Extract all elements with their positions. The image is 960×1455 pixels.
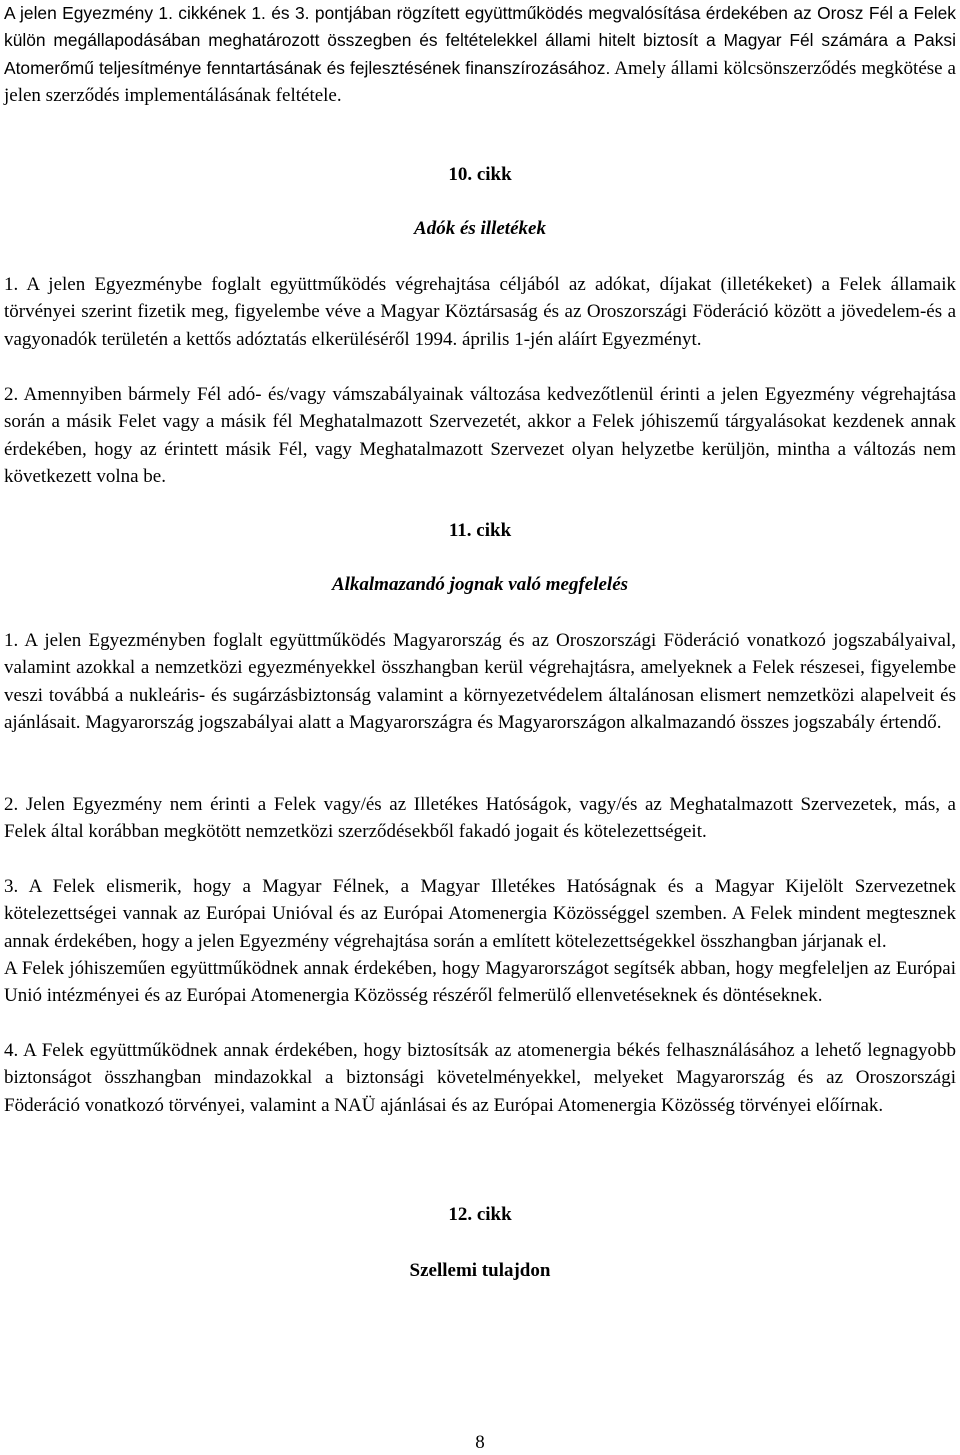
article-11-title: Alkalmazandó jognak való megfelelés bbox=[331, 574, 629, 595]
article-11-number: 11. cikk bbox=[448, 520, 512, 541]
article-11-paragraph-5: 4. A Felek együttműködnek annak érdekében, hogy biztosítsák az atomenergia békés felhasználásához a lehető legnagyobb biztonságot összhangban mindazokkal a biztonsági követelményekkel, melyeket Magyarország és az Oroszországi Föderáció vonatkozó törvényei, valamint a NAÜ ajánlásai és az Európai Atomenergia Közösség törvényei előírnak. bbox=[4, 1040, 956, 1116]
intro-text-part1: A jelen Egyezmény 1. cikkének 1. és 3. pontjában rögzített együttműködés megvalósítása érdekében az Orosz Fél a Felek külön megállapodásában meghatározott összegben és feltételekkel állami hitelt biztosít a Magyar Fél számára a Paksi Atomerőmű teljesítménye fenntartásának és fejlesztésének finanszírozásához. bbox=[4, 3, 956, 78]
article-11-paragraph-4: A Felek jóhiszeműen együttműködnek annak érdekében, hogy Magyarországot segítsék abban, hogy megfeleljen az Európai Unió intézményei és az Európai Atomenergia Közösség részéről felmerülő ellenvetéseknek és döntéseknek. bbox=[4, 958, 956, 1007]
intro-paragraph bbox=[4, 0, 956, 109]
article-10-paragraph-1: 1. A jelen Egyezménybe foglalt együttműködés végrehajtása céljából az adókat, díjakat (illetékeket) a Felek államaik törvényei szerint fizetik meg, figyelembe véve a Magyar Köztársaság és az Oroszországi Föderáció között a jövedelem-és a vagyonadók területén a kettős adóztatás elkerüléséről 1994. április 1-jén aláírt Egyezményt. bbox=[4, 274, 956, 350]
article-11-paragraph-2: 2. Jelen Egyezmény nem érinti a Felek vagy/és az Illetékes Hatóságok, vagy/és az Meghatalmazott Szervezetek, más, a Felek által korábban megkötött nemzetközi szerződésekből fakadó jogait és kötelezettségeit. bbox=[4, 794, 956, 843]
article-10-number: 10. cikk bbox=[448, 164, 512, 185]
article-10-paragraph-2: 2. Amennyiben bármely Fél adó- és/vagy vámszabályainak változása kedvezőtlenül érinti a jelen Egyezmény végrehajtása során a másik Felet vagy a másik fél Meghatalmazott Szervezetét, akkor a Felek jóhiszemű tárgyalásokat kezdenek annak érdekében, hogy az érintett másik Fél, vagy Meghatalmazott Szervezet olyan helyzetbe kerüljön, mintha a változás nem következett volna be. bbox=[4, 384, 956, 487]
article-11-paragraph-3: 3. A Felek elismerik, hogy a Magyar Félnek, a Magyar Illetékes Hatóságnak és a Magyar Kijelölt Szervezetnek kötelezettségei vannak az Európai Unióval és az Európai Atomenergia Közösséggel szemben. A Felek mindent megtesznek annak érdekében, hogy a jelen Egyezmény végrehajtása során a említett kötelezettségekkel összhangban járjanak el. bbox=[4, 876, 956, 952]
document-page bbox=[4, 0, 956, 1455]
article-12-number: 12. cikk bbox=[448, 1204, 512, 1225]
article-10-title: Adók és illetékek bbox=[414, 218, 546, 239]
article-11-paragraph-1: 1. A jelen Egyezményben foglalt együttműködés Magyarország és az Oroszországi Föderáció vonatkozó jogszabályaival, valamint azokkal a nemzetközi egyezményekkel összhangban kerül végrehajtásra, amelyeknek a Felek részesei, figyelembe veszi továbbá a nukleáris- és sugárzásbiztonság valamint a környezetvédelem általánosan elismert nemzetközi alapelveit és ajánlásait. Magyarország jogszabályai alatt a Magyarországra és Magyarországon alkalmazandó összes jogszabály értendő. bbox=[4, 630, 956, 733]
intro-text-part2: Amely állami kölcsönszerződés megkötése a jelen szerződés implementálásának feltétele. bbox=[4, 57, 956, 106]
article-12-title: Szellemi tulajdon bbox=[409, 1260, 551, 1281]
page-number: 8 bbox=[475, 1432, 485, 1453]
